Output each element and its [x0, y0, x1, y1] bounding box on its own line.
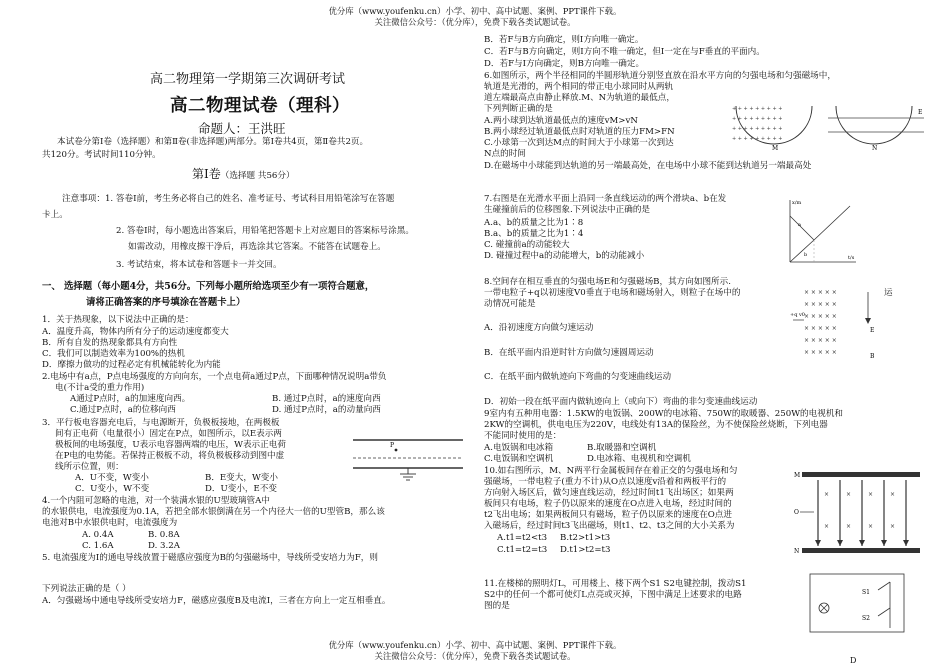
section-1-heading-2: 请将正确答案的序号填涂在答题卡上） [86, 297, 246, 308]
q6-option-c-2: N点的时间 [484, 149, 526, 159]
svg-text:× × × × ×: × × × × × [804, 313, 837, 320]
q3-option-c: C．U变小，W不变 [75, 484, 150, 494]
q10-option-c: C.t1=t2=t3 [497, 545, 548, 555]
q7-option-d: D. 碰撞过程中a的动能增大，b的动能减小 [484, 251, 645, 261]
q5-option-c: C．若F与B方向确定，则I方向不唯一确定，但I一定在与F垂直的平面内。 [484, 47, 765, 57]
staircase-circuit-figure [800, 568, 912, 636]
q5-option-d: D．若F与I方向确定，则B方向唯一确定。 [484, 59, 645, 69]
q2-option-c: C.通过P点时，a的位移向西 [70, 405, 176, 415]
intro-line-1: 本试卷分第Ⅰ卷（选择题）和第Ⅱ卷(非选择题)两部分。第Ⅰ卷共4页，第Ⅱ卷共2页。 [57, 137, 369, 147]
q8-stem-2-tail: 运 [884, 288, 893, 298]
q9-stem-2: 2KW的空调机，供电电压为220V，电线处有13A的保险丝，为不使保险丝烧断，下列电器 [484, 420, 828, 430]
graph-line-a-label: a [798, 222, 801, 228]
q2-option-d: D. 通过P点时，a的动量向西 [272, 405, 381, 415]
svg-text:×: × [846, 523, 852, 530]
q3-option-a: A．U不变，W变小 [75, 473, 149, 483]
svg-text:× × × × ×: × × × × × [804, 349, 837, 356]
q7-stem-1: 7.右图是在光滑水平面上沿同一条直线运动的两个滑块a、b在发 [484, 194, 727, 204]
q1-option-c: C．我们可以制造效率为100%的热机 [42, 349, 185, 359]
q8-stem-2: 一带电粒子+q以初速度V0垂直于电场和磁场射入，则粒子在场中的 [484, 288, 741, 298]
q5-stem-2: 下列说法正确的是（ ） [42, 584, 131, 594]
switch-s2-label: S2 [862, 615, 870, 622]
q10-stem-6: 入磁场后，经过时间t3飞出磁场，则t1、t2、t3之间的大小关系为 [484, 521, 735, 531]
svg-text:×: × [824, 491, 830, 498]
particle-label: +q v0 [790, 312, 805, 318]
q2-option-a: A通过P点时，a的加速度向西。 [70, 394, 191, 404]
q5-option-a: A．匀强磁场中通电导线所受安培力F，磁感应强度B及电流I，三者在方向上一定互相垂直。 [42, 596, 391, 606]
q8-stem-1: 8.空间存在相互垂直的匀强电场E和匀强磁场B，其方向如图所示. [484, 277, 731, 287]
svg-text:×: × [868, 523, 874, 530]
q10-stem-5: t2飞出电场；如果两板间只有磁场，粒子仍以原来的速度在O点进 [484, 510, 732, 520]
footer-line-1: 优分库（www.youfenku.cn）小学、初中、高中试题、案例、PPT课件下载。 [328, 640, 622, 650]
graph-x-label: t/s [848, 255, 855, 261]
notice-1a: 注意事项：1. 答卷Ⅰ前，考生务必将自己的姓名、准考证号、考试科目用铅笔涂写在答题 [62, 194, 395, 204]
q9-option-c: C.电饭锅和空调机 [484, 454, 554, 464]
q2-stem-2: 电(不计a受的重力作用) [55, 383, 145, 393]
capacitor-figure [348, 432, 470, 482]
q9-option-a: A.电饭锅和电冰箱 [484, 443, 554, 453]
svg-text:×: × [846, 491, 852, 498]
q4-stem-2: 的水银供电，电流强度为0.1A，若把全部水银倒满在另一个内径大一倍的U型管B，那么该 [42, 507, 385, 517]
svg-text:×: × [868, 491, 874, 498]
svg-text:× × × × ×: × × × × × [804, 337, 837, 344]
svg-text:+ + + + + + + + +: + + + + + + + + + [732, 136, 783, 142]
q4-stem-3: 电池对B中水银供电时，电流强度为 [42, 518, 178, 528]
q11-stem-2: S2中的任何一个都可使灯L点亮或灭掉，下图中满足上述要求的电路 [484, 590, 742, 600]
notice-3: 3. 考试结束，将本试卷和答题卡一并交回。 [116, 260, 282, 270]
field-b-label-8: B [870, 353, 875, 360]
q10-option-a: A.t1=t2<t3 [497, 533, 548, 543]
q8-option-d: D．初始一段在纸平面内做轨迹向上（或向下）弯曲的非匀变速曲线运动 [484, 397, 758, 407]
field-e-label: E [918, 109, 923, 116]
svg-text:+ + + + + + + + +: + + + + + + + + + [732, 126, 783, 132]
part1-subtitle: （选择题 共56分） [220, 171, 295, 181]
author: 命题人：王洪旺 [198, 121, 286, 136]
q8-option-b: B．在纸平面内沿逆时针方向做匀速圆周运动 [484, 348, 654, 358]
q3-option-b: B．E变大，W变小 [205, 473, 278, 483]
q10-option-d: D.t1>t2=t3 [560, 545, 611, 555]
q1-stem: 1．关于热现象，以下说法中正确的是： [42, 315, 194, 325]
q1-option-b: B．所有自发的热现象都具有方向性 [42, 338, 178, 348]
q7-stem-2: 生碰撞前后的位移图象.下列说法中正确的是 [484, 205, 651, 215]
q3-stem-1: 3．平行板电容器充电后，与电源断开，负极板接地，在两极板 [42, 418, 280, 428]
track-n-label: N [872, 145, 878, 152]
q6-option-b: B.两小球经过轨道最低点时对轨道的压力FM>FN [484, 127, 675, 137]
q3-stem-2: 间有正电荷（电量很小）固定在P点，如图所示，以E表示两 [55, 429, 282, 439]
parallel-plates-figure [790, 466, 924, 558]
entry-point-label: O [794, 509, 799, 516]
q8-option-a: A．沿初速度方向做匀速运动 [484, 323, 594, 333]
q7-option-b: B.a、b的质量之比为1∶4 [484, 229, 584, 239]
q9-option-b: B.取暖器和空调机 [587, 443, 657, 453]
plate-m-label: M [794, 472, 801, 479]
svg-text:× × × × ×: × × × × × [804, 289, 837, 296]
q1-option-a: A．温度升高，物体内所有分子的运动速度都变大 [42, 327, 229, 337]
q6-stem-2: 轨道是光滑的，两个相同的带正电小球同时从两轨 [484, 82, 674, 92]
q3-option-d: D．U变小，E不变 [205, 484, 277, 494]
graph-line-b-label: b [804, 252, 808, 258]
q2-stem: 2.电场中有a点，P点电场强度的方向向东，一个点电荷a通过P点，下面哪种情况说明a带负 [42, 372, 387, 382]
q10-option-b: B.t2>t1>t3 [560, 533, 611, 543]
notice-2b: 如需改动，用橡皮擦干净后，再选涂其它答案。不能答在试题卷上。 [128, 242, 386, 252]
q6-option-d: D.在磁场中小球能到达轨道的另一端最高处，在电场中小球不能到达轨道另一端最高处 [484, 161, 812, 171]
svg-text:+ + + + + + + + +: + + + + + + + + + [732, 106, 783, 112]
q4-option-a: A. 0.4A [82, 530, 114, 540]
q10-stem-1: 10.如右图所示，M、N两平行金属板间存在着正交的匀强电场和匀 [484, 466, 738, 476]
q10-stem-4: 板间只有电场，粒子仍以原来的速度在O点进入电场，经过时间的 [484, 499, 732, 509]
q10-stem-3: 方向射入场区后，做匀速直线运动，经过时间t1飞出场区；如果两 [484, 488, 734, 498]
q4-option-b: B. 0.8A [148, 530, 180, 540]
q9-option-d: D.电冰箱、电视机和空调机 [587, 454, 691, 464]
capacitor-point-label: P [390, 442, 395, 449]
exam-title: 高二物理第一学期第三次调研考试 [150, 72, 346, 87]
intro-line-2: 共120分。考试时间110分钟。 [42, 150, 161, 160]
part1-title: 第Ⅰ卷 [192, 167, 221, 181]
q3-stem-3: 极板间的电场强度，U表示电容器两端的电压，W表示正电荷 [55, 440, 286, 450]
q9-stem-3: 不能同时使用的是： [484, 431, 562, 441]
q11-stem-1: 11.在楼梯的照明灯L，可用楼上、楼下两个S1 S2电键控制，拨动S1 [484, 579, 747, 589]
q4-stem-1: 4.一个内阻可忽略的电池，对一个装满水银的U型玻璃管A中 [42, 496, 270, 506]
svg-text:×: × [890, 523, 896, 530]
q7-option-c: C. 碰撞前a的动能较大 [484, 240, 570, 250]
svg-text:+ + + + + + + + +: + + + + + + + + + [732, 116, 783, 122]
q6-stem-3: 道左端最高点由静止释放.M、N为轨道的最低点， [484, 93, 675, 103]
svg-text:×: × [824, 523, 830, 530]
semicircle-tracks-figure [728, 98, 928, 153]
q6-stem-1: 6.如图所示，两个半径相同的半圆形轨道分别竖直放在沿水平方向的匀强电场和匀强磁场中， [484, 71, 836, 81]
q4-option-d: D. 3.2A [148, 541, 180, 551]
notice-1b: 卡上。 [42, 210, 68, 220]
header-line-1: 优分库（www.youfenku.cn）小学、初中、高中试题、案例、PPT课件下载。 [328, 6, 622, 16]
q11-stem-3: 图的是 [484, 601, 510, 611]
switch-s1-label: S1 [862, 589, 870, 596]
graph-y-label: x/m [792, 200, 802, 206]
q7-option-a: A.a、b的质量之比为1∶8 [484, 218, 584, 228]
notice-2a: 2. 答卷Ⅰ时，每小题选出答案后，用铅笔把答题卡上对应题目的答案标号涂黑。 [116, 226, 414, 236]
q3-stem-4: 在P电的电势能。若保持正极板不动，将负极板移动到图中虚 [55, 451, 285, 461]
page-corner-label: D [850, 656, 857, 665]
footer-line-2: 关注微信公众号：（优分库），免费下载各类试题试卷。 [374, 651, 576, 661]
svg-text:×: × [890, 491, 896, 498]
q10-stem-2: 强磁场，一带电粒子(重力不计)从O点以速度v沿着和两板平行的 [484, 477, 727, 487]
q9-stem-1: 9室内有五种用电器：1.5KW的电饭锅、200W的电冰箱、750W的取暖器、250W的电视机和 [484, 409, 844, 419]
q6-option-a: A.两小球到达轨道最低点的速度vM>vN [484, 116, 638, 126]
q5-option-b: B．若F与B方向确定，则I方向唯一确定。 [484, 35, 644, 45]
field-e-label-8: E [870, 327, 875, 334]
q5-stem-1: 5. 电流强度为I的通电导线放置于磁感应强度为B的匀强磁场中，导线所受安培力为F，则 [42, 553, 378, 563]
svg-text:× × × × ×: × × × × × [804, 325, 837, 332]
q3-stem-5: 线所示位置，则： [55, 462, 124, 472]
header-line-2: 关注微信公众号：（优分库），免费下载各类试题试卷。 [374, 17, 576, 27]
q4-option-c: C. 1.6A [82, 541, 114, 551]
paper-title: 高二物理试卷（理科） [170, 96, 350, 116]
displacement-graph [780, 196, 860, 268]
plate-n-label: N [794, 548, 800, 555]
q6-option-c-1: C.小球第一次到达M点的时间大于小球第一次到达 [484, 138, 674, 148]
section-1-heading: 一、 选择题（每小题4分，共56分。下列每小题所给选项至少有一项符合题意， [42, 281, 375, 292]
q2-option-b: B. 通过P点时，a的速度向西 [272, 394, 381, 404]
q6-stem-4: 下列判断正确的是 [484, 104, 553, 114]
q8-option-c: C．在纸平面内做轨迹向下弯曲的匀变速曲线运动 [484, 372, 672, 382]
track-m-label: M [772, 145, 779, 152]
svg-text:× × × × ×: × × × × × [804, 301, 837, 308]
crossed-fields-figure [790, 282, 878, 366]
q1-option-d: D．摩擦力做功的过程必定有机械能转化为内能 [42, 360, 221, 370]
q8-stem-3: 动情况可能是 [484, 299, 536, 309]
